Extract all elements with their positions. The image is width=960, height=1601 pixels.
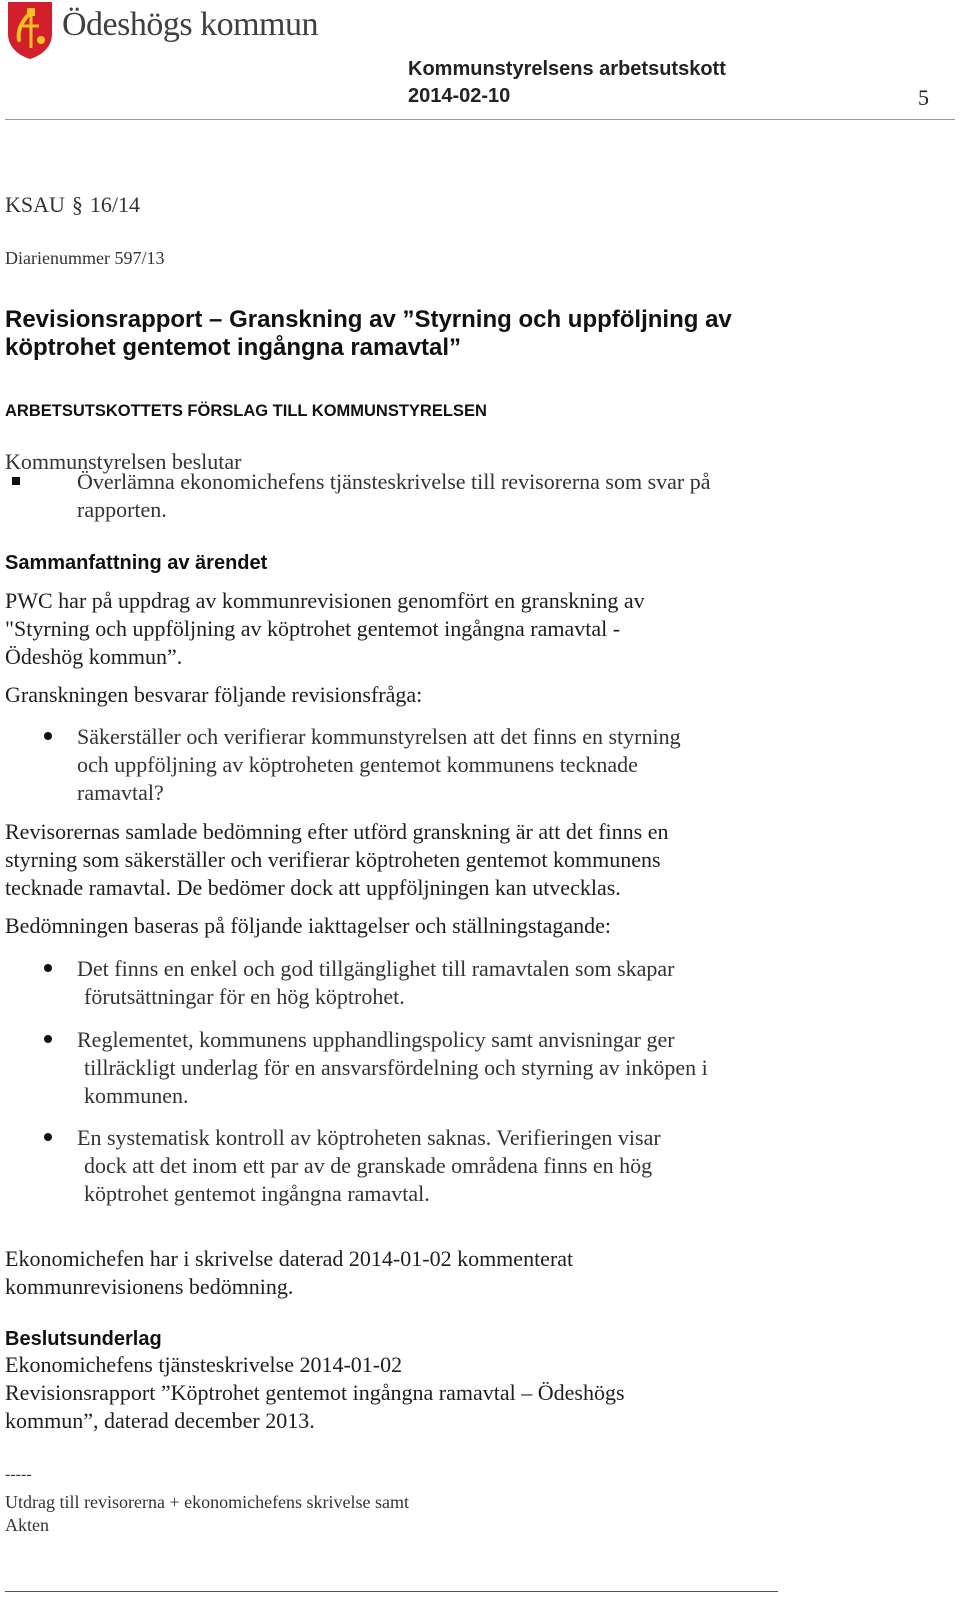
text-line: tecknade ramavtal. De bedömer dock att uppföljningen kan utvecklas. [5,875,621,900]
text-line: Ekonomichefen har i skrivelse daterad 2014-01-02 kommenterat [5,1246,574,1271]
text-line: Det finns en enkel och god tillgänglighet till ramavtalen som skapar [77,956,675,981]
text-line: köptrohet gentemot ingångna ramavtal. [84,1181,430,1206]
proposal-heading: ARBETSUTSKOTTETS FÖRSLAG TILL KOMMUNSTYRELSEN [5,402,487,420]
distribution-note [5,1491,409,1537]
text-line: kommunen. [84,1083,189,1108]
review-question-intro: Granskningen besvarar följande revisionsfråga: [5,682,423,707]
organ-name: Kommunstyrelsens arbetsutskott [408,58,726,80]
text-line: Ödeshög kommun”. [5,644,183,669]
text-line: "Styrning och uppföljning av köptrohet gentemot ingångna ramavtal - [5,616,621,641]
summary-paragraph [5,587,905,671]
case-number: 16/14 [89,192,141,217]
bullet-icon [44,1035,52,1043]
text-line: styrning som säkerställer och verifierar köptroheten gentemot kommunens [5,847,661,872]
footer-divider [5,1591,778,1592]
coat-of-arms-icon [5,0,55,60]
bullet-icon [44,964,52,972]
distribution-line: Akten [5,1515,49,1535]
assessment-paragraph [5,818,925,902]
text-line: kommunrevisionens bedömning. [5,1274,294,1299]
observation-item [77,1124,897,1208]
text-line: och uppföljning av köptroheten gentemot kommunens tecknade [77,752,638,777]
observations-intro: Bedömningen baseras på följande iakttagelser och ställningstagande: [5,913,612,938]
bullet-icon [44,1133,52,1141]
summary-heading: Sammanfattning av ärendet [5,552,268,574]
distribution-line: Utdrag till revisorerna + ekonomichefens skrivelse samt [5,1492,410,1512]
case-reference [5,192,140,218]
text-line: dock att det inom ett par av de granskade områdena finns en hög [84,1153,653,1178]
basis-item: kommun”, daterad december 2013. [5,1408,315,1433]
text-line: Revisorernas samlade bedömning efter utförd granskning är att det finns en [5,819,669,844]
page-number: 5 [918,85,929,110]
basis-item: Ekonomichefens tjänsteskrivelse 2014-01-02 [5,1352,403,1377]
separator-dashes: ----- [5,1466,32,1483]
page-title [5,306,905,362]
review-question [77,723,897,807]
observation-item [77,1026,897,1110]
text-line: förutsättningar för en hög köptrohet. [84,984,405,1009]
municipality-logo [5,0,55,60]
basis-list [5,1351,925,1435]
text-line: En systematisk kontroll av köptroheten saknas. Verifieringen visar [77,1125,661,1150]
decision-line: Överlämna ekonomichefens tjänsteskrivelse till revisorerna som svar på [77,469,711,494]
observation-item [77,955,897,1011]
meeting-date: 2014-02-10 [408,85,511,107]
decision-line: rapporten. [77,497,167,522]
diarienummer: Diarienummer 597/13 [5,248,165,268]
comment-paragraph [5,1245,925,1301]
text-line: tillräckligt underlag för en ansvarsfördelning och styrning av inköpen i [84,1055,708,1080]
bullet-icon [44,732,52,740]
case-id: KSAU [5,192,65,217]
text-line: PWC har på uppdrag av kommunrevisionen genomfört en granskning av [5,588,645,613]
decision-intro: Kommunstyrelsen beslutar [5,449,242,474]
decision-item [77,468,897,524]
text-line: ramavtal? [77,780,164,805]
basis-heading: Beslutsunderlag [5,1328,162,1350]
square-bullet-icon [12,477,20,485]
text-line: Reglementet, kommunens upphandlingspolicy samt anvisningar ger [77,1027,675,1052]
text-line: Säkerställer och verifierar kommunstyrelsen att det finns en styrning [77,724,681,749]
brand-name: Ödeshögs kommun [62,6,318,43]
section-sign-icon: § [71,192,83,217]
title-line: Revisionsrapport – Granskning av ”Styrning och uppföljning av [5,306,732,333]
basis-item: Revisionsrapport ”Köptrohet gentemot ingångna ramavtal – Ödeshögs [5,1380,625,1405]
title-line: köptrohet gentemot ingångna ramavtal” [5,334,462,361]
header-divider [5,119,955,120]
